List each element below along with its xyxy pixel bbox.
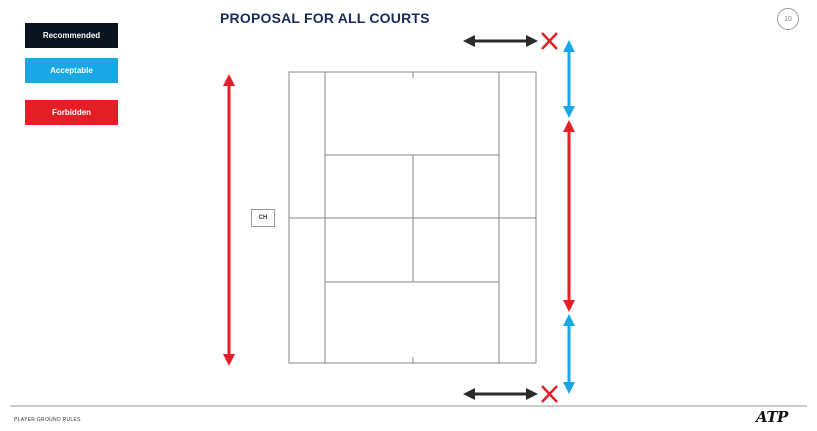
legend-forbidden: Forbidden	[25, 100, 118, 125]
tennis-court	[289, 72, 536, 363]
close-icon	[542, 386, 557, 402]
page-title: PROPOSAL FOR ALL COURTS	[220, 10, 430, 26]
atp-logo: ATP	[756, 408, 788, 426]
footer-divider	[10, 405, 807, 407]
page-number-badge: 10	[777, 8, 799, 30]
chair-umpire-box: CH	[251, 209, 275, 227]
legend-recommended: Recommended	[25, 23, 118, 48]
footer-text: PLAYER GROUND RULES	[14, 417, 81, 423]
legend-acceptable: Acceptable	[25, 58, 118, 83]
close-icon	[542, 33, 557, 49]
